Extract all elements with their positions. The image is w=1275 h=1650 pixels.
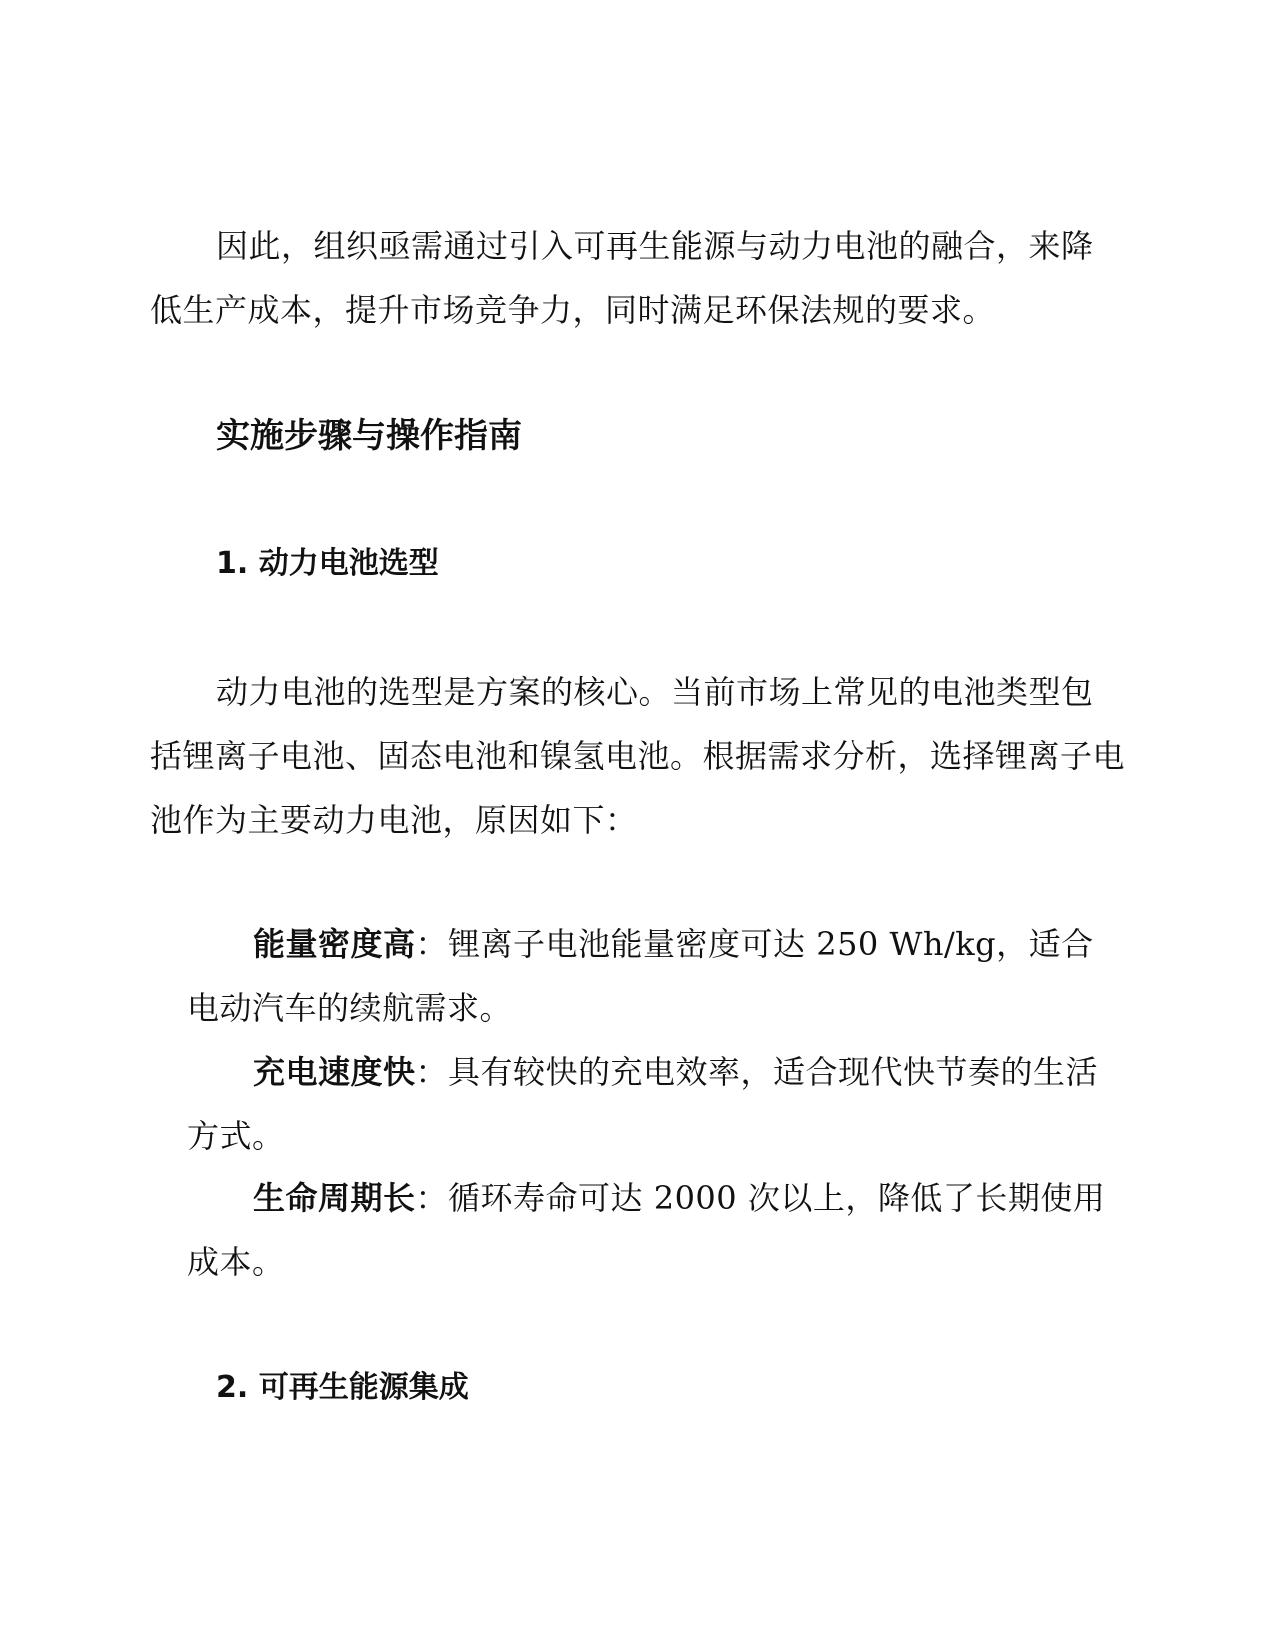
- list-item-separator: ：: [415, 925, 449, 963]
- subsection-heading-battery-selection: 1. 动力电池选型: [216, 546, 439, 581]
- list-item-charging-speed: [187, 1040, 1122, 1168]
- list-item-term: 能量密度高: [253, 925, 416, 963]
- intro-paragraph: 因此，组织亟需通过引入可再生能源与动力电池的融合，来降低生产成本，提升市场竞争力，同时满足环保法规的要求。: [150, 227, 1094, 329]
- list-item-separator: ：: [415, 1179, 449, 1217]
- list-item-term: 生命周期长: [253, 1179, 416, 1217]
- list-item-text: 锂离子电池能量密度可达 250 Wh/kg，适合电动汽车的续航需求。: [187, 925, 1094, 1027]
- list-item-lifecycle: [187, 1166, 1122, 1294]
- section-heading: 实施步骤与操作指南: [216, 416, 522, 456]
- list-item-text: 具有较快的充电效率，适合现代快节奏的生活方式。: [187, 1053, 1099, 1155]
- list-item-text: 循环寿命可达 2000 次以上，降低了长期使用成本。: [187, 1179, 1106, 1281]
- list-item-energy-density: [187, 912, 1122, 1040]
- battery-selection-paragraph: 动力电池的选型是方案的核心。当前市场上常见的电池类型包括锂离子电池、固态电池和镍氢电池。根据需求分析，选择锂离子电池作为主要动力电池，原因如下：: [150, 673, 1126, 839]
- list-item-separator: ：: [415, 1053, 449, 1091]
- subsection-heading-renewable-integration: 2. 可再生能源集成: [216, 1370, 469, 1405]
- list-item-term: 充电速度快: [253, 1053, 416, 1091]
